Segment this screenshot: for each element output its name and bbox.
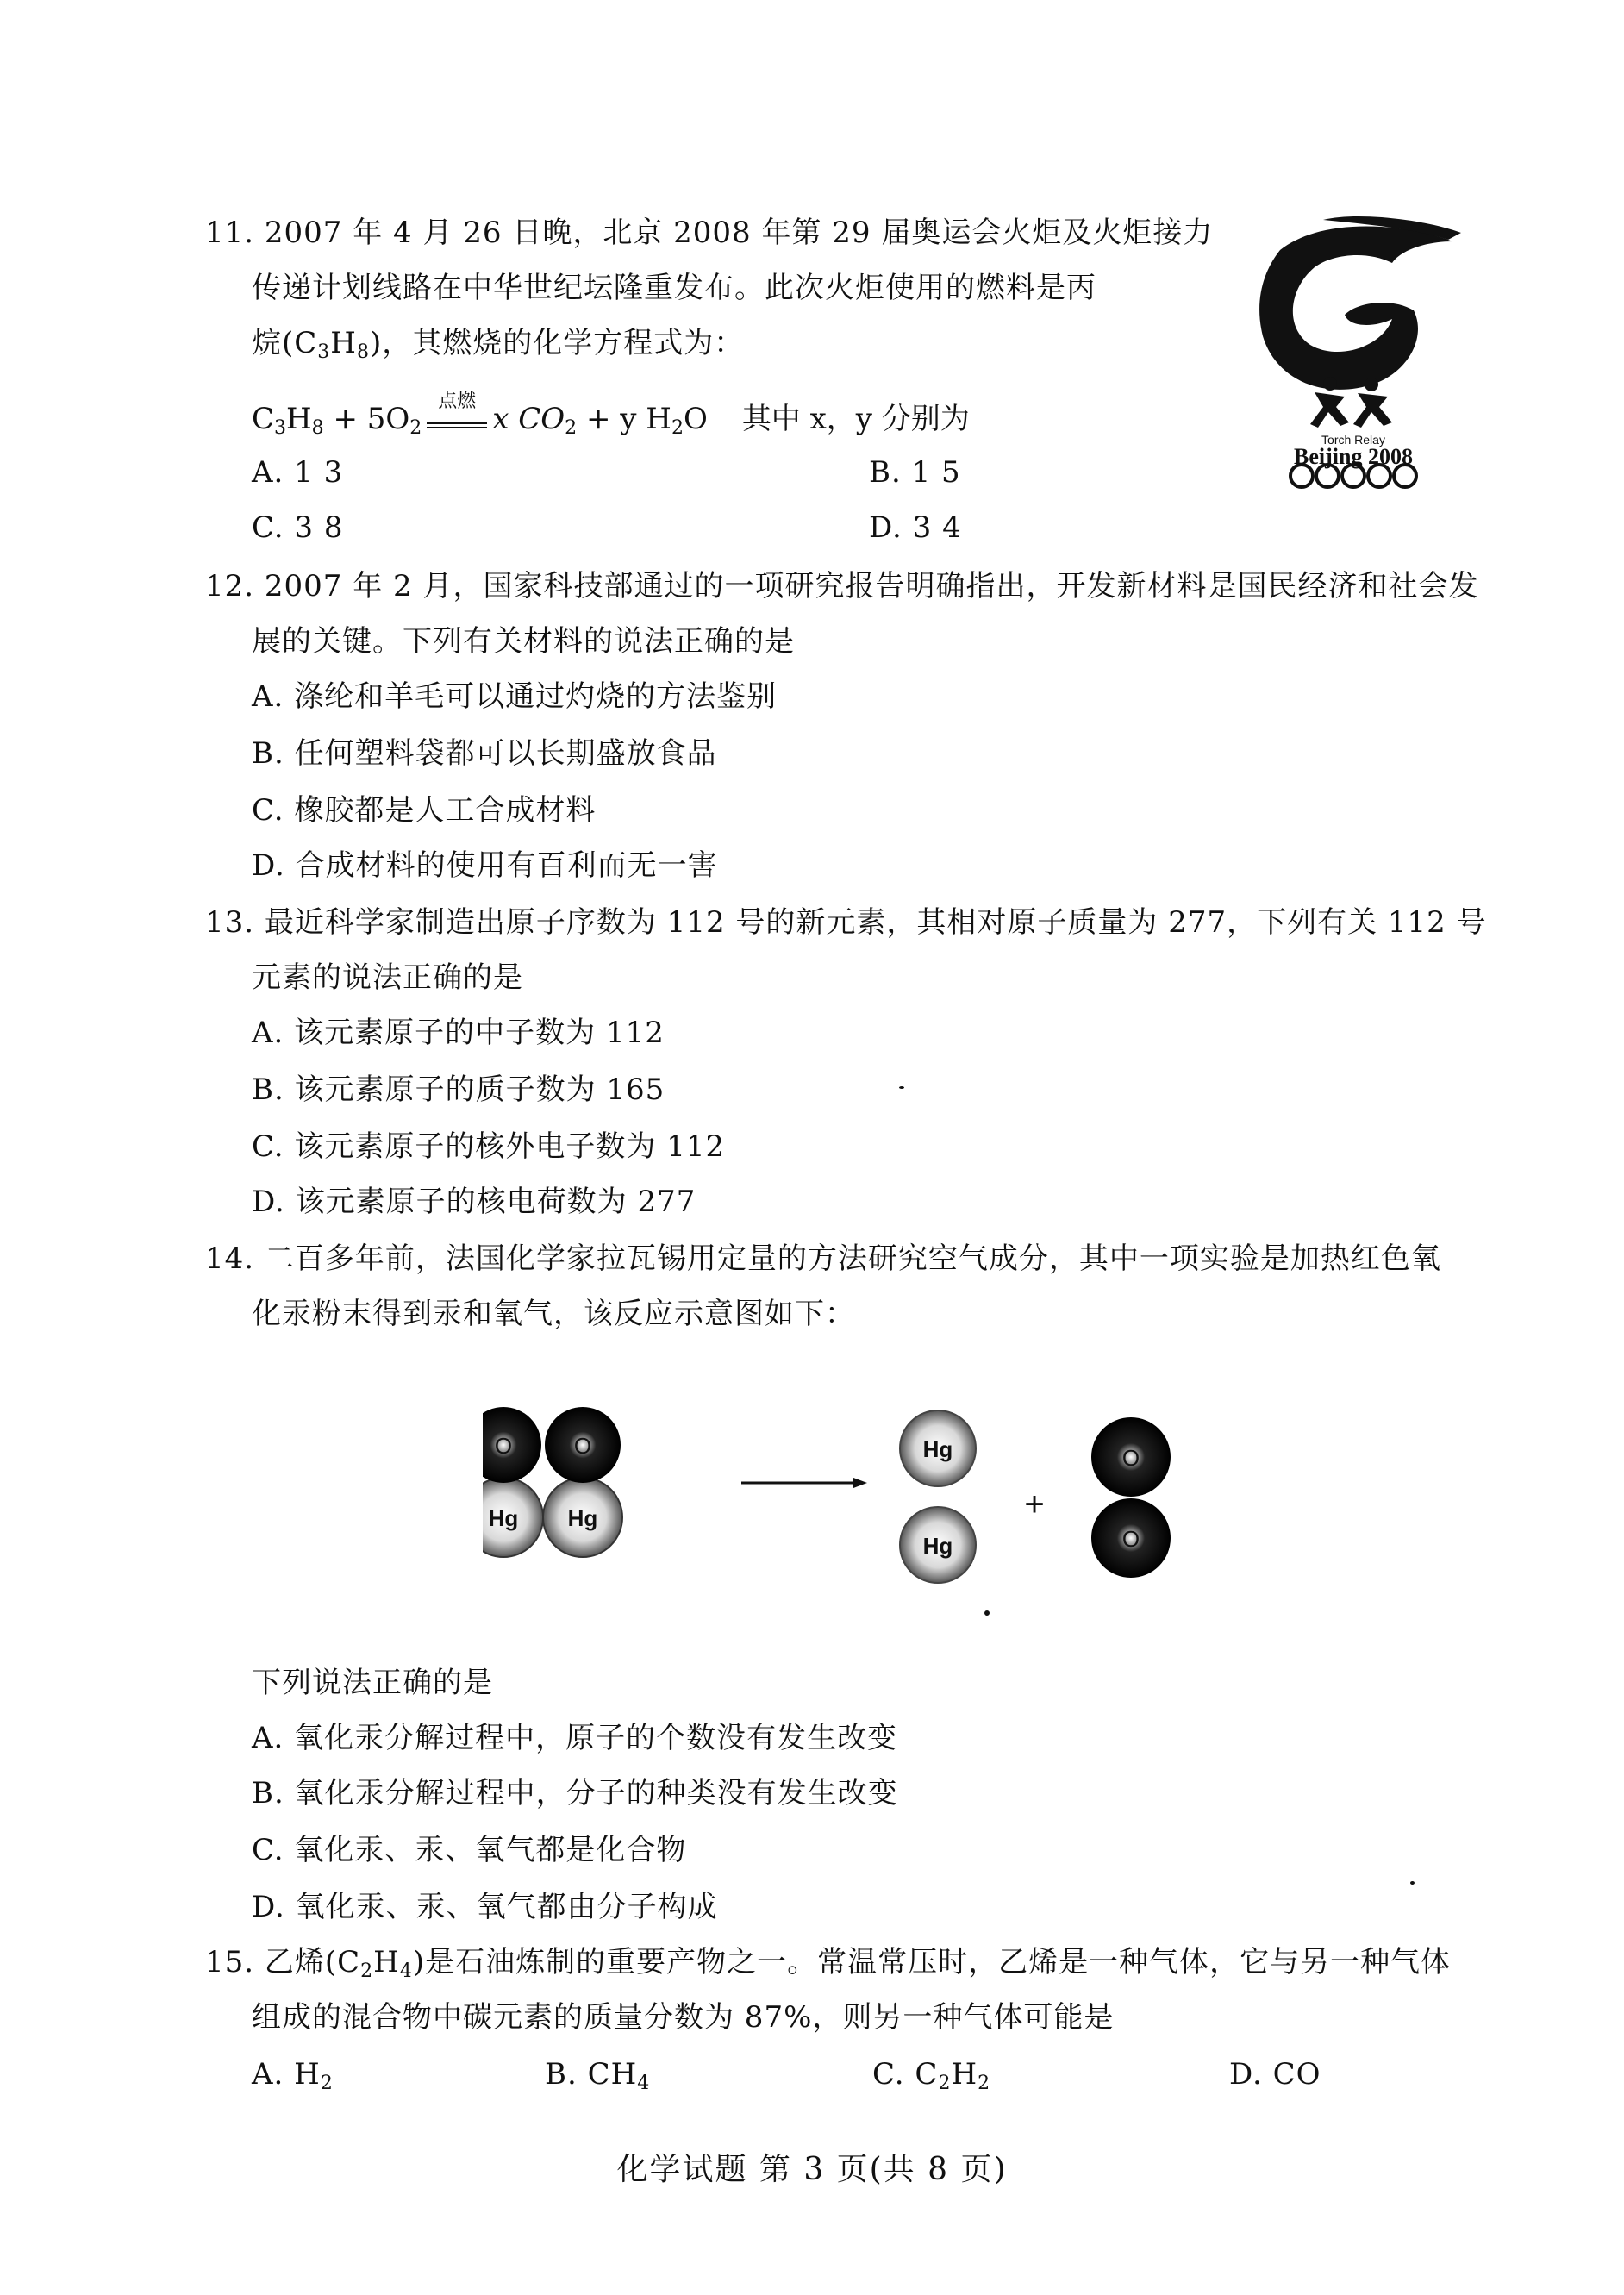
svg-text:O: O xyxy=(1121,1526,1140,1552)
reaction-condition: 点燃 xyxy=(427,412,487,428)
scan-speck xyxy=(899,1086,904,1089)
q12-option-c: C. 橡胶都是人工合成材料 xyxy=(252,793,597,828)
q15-option-c: C. $C_2H_2$ xyxy=(872,2057,991,2094)
q11-option-d: D. 3 4 xyxy=(869,510,962,545)
svg-text:Hg: Hg xyxy=(488,1505,519,1531)
mercury-oxide-reaction-diagram xyxy=(483,1397,1190,1604)
svg-text:O: O xyxy=(494,1433,513,1459)
q11-option-c: C. 3 8 xyxy=(252,510,344,545)
q12-stem-line1: 12. 2007 年 2 月，国家科技部通过的一项研究报告明确指出，开发新材料是国民经济和社会发 xyxy=(205,569,1479,603)
q13-stem-line1: 13. 最近科学家制造出原子序数为 112 号的新元素，其相对原子质量为 277，下列有关 112 号 xyxy=(205,905,1487,940)
q11-stem-line2: 传递计划线路在中华世纪坛隆重发布。此次火炬使用的燃料是丙 xyxy=(252,271,1096,305)
q11-equation: $C_3H_8 + 5O_2$ 点燃 x $CO_2 + y$ $H_2O$ 其中 x，y 分别为 xyxy=(252,391,970,439)
q15-option-a: A. $H_2$ xyxy=(252,2057,334,2094)
hg-atom-product-1 xyxy=(900,1410,976,1486)
hg-atom-product-2 xyxy=(900,1507,976,1583)
q11-option-b: B. 1 5 xyxy=(869,455,961,490)
hgo-molecule-1 xyxy=(483,1407,543,1557)
svg-text:Torch Relay: Torch Relay xyxy=(1321,433,1385,447)
q11-stem-line3: 烷$(C_3H_8)$，其燃烧的化学方程式为： xyxy=(252,326,745,363)
hgo-molecule-2 xyxy=(543,1407,622,1557)
q14-prompt: 下列说法正确的是 xyxy=(252,1666,493,1700)
q12-stem-line2: 展的关键。下列有关材料的说法正确的是 xyxy=(252,624,795,659)
scan-speck xyxy=(1410,1881,1415,1885)
q14-option-d: D. 氧化汞、汞、氧气都由分子构成 xyxy=(252,1890,718,1924)
q14-stem-line1: 14. 二百多年前，法国化学家拉瓦锡用定量的方法研究空气成分，其中一项实验是加热红色氧 xyxy=(205,1241,1441,1276)
svg-text:O: O xyxy=(573,1433,592,1459)
o2-molecule xyxy=(1091,1417,1171,1578)
q12-option-b: B. 任何塑料袋都可以长期盛放食品 xyxy=(252,736,717,771)
q14-stem-line2: 化汞粉末得到汞和氧气，该反应示意图如下： xyxy=(252,1297,855,1331)
svg-text:Beijing 2008: Beijing 2008 xyxy=(1294,444,1413,469)
q15-option-d: D. CO xyxy=(1229,2057,1321,2092)
plus-sign: + xyxy=(1024,1485,1045,1523)
q15-stem-line1: 15. 乙烯$(C_2H_4)$是石油炼制的重要产物之一。常温常压时，乙烯是一种气体，它与另一种气体 xyxy=(205,1945,1452,1982)
q11-stem-line1: 11. 2007 年 4 月 26 日晚，北京 2008 年第 29 届奥运会火炬及火炬接力 xyxy=(205,216,1214,250)
q14-option-a: A. 氧化汞分解过程中，原子的个数没有发生改变 xyxy=(252,1721,898,1755)
q14-option-c: C. 氧化汞、汞、氧气都是化合物 xyxy=(252,1833,687,1867)
q14-option-b: B. 氧化汞分解过程中，分子的种类没有发生改变 xyxy=(252,1776,898,1810)
q13-option-b: B. 该元素原子的质子数为 165 xyxy=(252,1072,665,1107)
page-footer: 化学试题 第 3 页(共 8 页) xyxy=(616,2152,1008,2187)
svg-text:Hg: Hg xyxy=(922,1436,953,1462)
q13-option-a: A. 该元素原子的中子数为 112 xyxy=(252,1016,665,1050)
beijing-2008-torch-relay-logo xyxy=(1228,216,1478,491)
svg-text:Hg: Hg xyxy=(922,1533,953,1559)
q15-stem-line2: 组成的混合物中碳元素的质量分数为 87%，则另一种气体可能是 xyxy=(252,2000,1115,2035)
svg-text:O: O xyxy=(1121,1445,1140,1471)
svg-text:Hg: Hg xyxy=(567,1505,598,1531)
scan-speck xyxy=(984,1610,990,1616)
q13-stem-line2: 元素的说法正确的是 xyxy=(252,960,523,995)
q11-option-a: A. 1 3 xyxy=(252,455,344,490)
q13-option-d: D. 该元素原子的核电荷数为 277 xyxy=(252,1185,696,1219)
q13-option-c: C. 该元素原子的核外电子数为 112 xyxy=(252,1129,726,1164)
q12-option-a: A. 涤纶和羊毛可以通过灼烧的方法鉴别 xyxy=(252,679,778,714)
reaction-arrow xyxy=(741,1478,867,1488)
q12-option-d: D. 合成材料的使用有百利而无一害 xyxy=(252,848,718,883)
q15-option-b: B. $CH_4$ xyxy=(545,2057,651,2094)
